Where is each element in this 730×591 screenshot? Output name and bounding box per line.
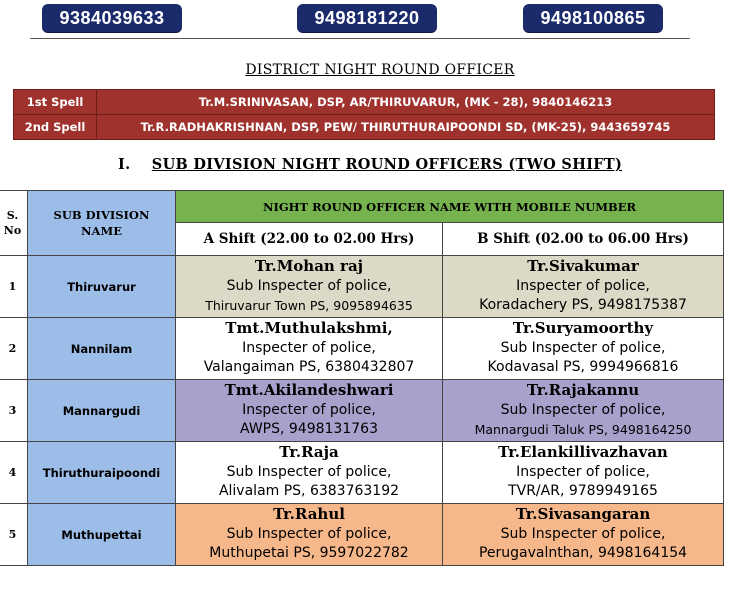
officer-header: NIGHT ROUND OFFICER NAME WITH MOBILE NUMBER [176,191,724,223]
officer-rank: Sub Inspecter of police, [500,401,666,418]
officer-station: Mannargudi Taluk PS, 9498164250 [474,422,692,438]
officer-name: Tr.Rahul [273,505,345,524]
row-sno: 2 [0,318,28,380]
district-officer-title: DISTRICT NIGHT ROUND OFFICER [245,62,515,78]
table-row [0,504,724,566]
spell-label: 1st Spell [14,90,97,115]
subdivision-header-line1: SUB DIVISION [53,208,150,222]
officer-name: Tr.Sivasangaran [515,505,651,524]
section-heading: SUB DIVISION NIGHT ROUND OFFICERS (TWO SHIFT) [151,156,623,173]
shift-a-officer [176,442,443,504]
officer-station: Muthupetai PS, 9597022782 [209,545,409,562]
officer-rank: Inspecter of police, [516,277,650,294]
table-row [0,256,724,318]
spell-label: 2nd Spell [14,115,97,140]
spell-row [14,90,715,115]
table-row [0,318,724,380]
officer-rank: Inspecter of police, [516,463,650,480]
officer-rank: Sub Inspecter of police, [226,463,392,480]
spell-officer: Tr.M.SRINIVASAN, DSP, AR/THIRUVARUR, (MK - 28), 9840146213 [97,90,715,115]
row-subdivision: Thiruthuraipoondi [28,442,176,504]
shift-a-officer [176,380,443,442]
officer-name: Tr.Elankillivazhavan [498,443,668,462]
officer-rank: Inspecter of police, [242,339,376,356]
officer-station: Perugavalnthan, 9498164154 [478,545,688,562]
section-title [118,156,622,173]
officer-name: Tr.Raja [279,443,339,462]
officer-name: Tr.Suryamoorthy [512,319,654,338]
sno-header [0,191,28,256]
row-subdivision: Thiruvarur [28,256,176,318]
officer-rank: Sub Inspecter of police, [500,525,666,542]
officer-rank: Sub Inspecter of police, [500,339,666,356]
officer-rank: Sub Inspecter of police, [226,525,392,542]
officer-rank: Inspecter of police, [242,401,376,418]
officer-station: AWPS, 9498131763 [240,421,378,438]
shift-b-officer [443,442,724,504]
row-subdivision: Muthupettai [28,504,176,566]
phone-badge: 9498100865 [523,4,663,32]
shift-b-header: B Shift (02.00 to 06.00 Hrs) [443,223,724,256]
spell-officer: Tr.R.RADHAKRISHNAN, DSP, PEW/ THIRUTHURAIPOONDI SD, (MK-25), 9443659745 [97,115,715,140]
officer-name: Tmt.Muthulakshmi, [225,319,393,338]
officer-name: Tr.Sivakumar [527,257,639,276]
officer-station: Kodavasal PS, 9994966816 [487,359,679,376]
section-number: I. [118,156,131,173]
header-divider [30,38,690,39]
officer-rank: Sub Inspecter of police, [226,277,392,294]
shift-a-officer [176,318,443,380]
phone-badge: 9498181220 [297,4,437,32]
row-sno: 3 [0,380,28,442]
officer-station: Alivalam PS, 6383763192 [218,483,400,500]
table-row [0,380,724,442]
phone-badge: 9384039633 [42,4,182,32]
shift-a-officer [176,504,443,566]
subdivision-header-line2: NAME [81,224,122,238]
officer-name: Tr.Mohan raj [254,257,364,276]
row-subdivision: Mannargudi [28,380,176,442]
officer-station: Thiruvarur Town PS, 9095894635 [205,298,413,314]
officer-station: Koradachery PS, 9498175387 [479,297,687,314]
shift-b-officer [443,256,724,318]
subdivision-header [28,191,176,256]
shift-a-header: A Shift (22.00 to 02.00 Hrs) [176,223,443,256]
row-sno: 5 [0,504,28,566]
sno-header-line1: S. [6,209,19,222]
row-sno: 4 [0,442,28,504]
officer-station: Valangaiman PS, 6380432807 [203,359,415,376]
contact-numbers [0,4,730,34]
officer-name: Tr.Rajakannu [526,381,640,400]
spell-table [13,89,715,140]
shift-b-officer [443,380,724,442]
header-row [0,191,724,223]
spell-row [14,115,715,140]
officer-station: TVR/AR, 9789949165 [508,483,658,500]
row-subdivision: Nannilam [28,318,176,380]
shift-b-officer [443,318,724,380]
row-sno: 1 [0,256,28,318]
shift-b-officer [443,504,724,566]
shift-a-officer [176,256,443,318]
sno-header-line2: No [3,224,22,237]
officer-table [0,190,724,566]
table-row [0,442,724,504]
officer-name: Tmt.Akilandeshwari [224,381,394,400]
